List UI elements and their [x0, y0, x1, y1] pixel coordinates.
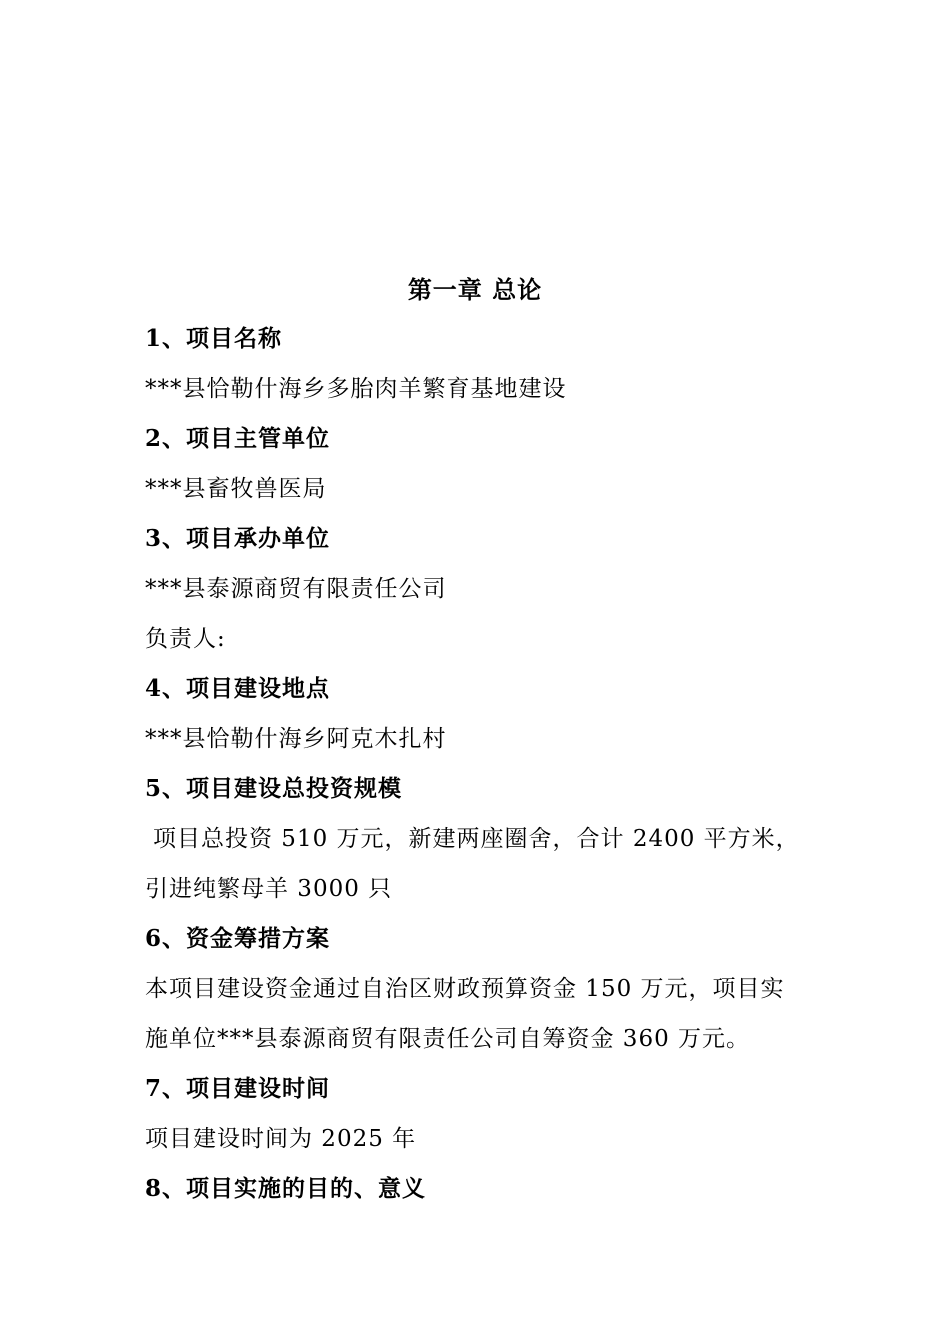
section-heading-construction-site: 4、项目建设地点	[145, 675, 331, 702]
undertaking-unit-text: ***县泰源商贸有限责任公司	[145, 576, 447, 602]
construction-time-text: 项目建设时间为 2025 年	[145, 1126, 417, 1152]
section-heading-construction-time: 7、项目建设时间	[145, 1075, 331, 1102]
investment-scale-text-line-1: 项目总投资 510 万元，新建两座圈舍，合计 2400 平方米，	[153, 826, 800, 852]
investment-scale-text-line-2: 引进纯繁母羊 3000 只	[145, 876, 393, 902]
section-heading-investment-scale: 5、项目建设总投资规模	[145, 775, 403, 802]
section-heading-undertaking-unit: 3、项目承办单位	[145, 525, 331, 552]
funding-plan-text-line-1: 本项目建设资金通过自治区财政预算资金 150 万元，项目实	[145, 976, 785, 1002]
section-heading-funding-plan: 6、资金筹措方案	[145, 925, 331, 952]
responsible-person-text: 负责人:	[145, 626, 226, 652]
section-heading-supervising-unit: 2、项目主管单位	[145, 425, 331, 452]
chapter-title: 第一章 总论	[407, 275, 543, 304]
section-heading-project-name: 1、项目名称	[145, 325, 283, 352]
supervising-unit-text: ***县畜牧兽医局	[145, 476, 327, 502]
project-name-text: ***县恰勒什海乡多胎肉羊繁育基地建设	[145, 376, 567, 402]
document-body	[145, 320, 815, 1220]
construction-site-text: ***县恰勒什海乡阿克木扎村	[145, 726, 447, 752]
funding-plan-text-line-2: 施单位***县泰源商贸有限责任公司自筹资金 360 万元。	[145, 1026, 751, 1052]
section-heading-purpose-significance: 8、项目实施的目的、意义	[145, 1175, 427, 1202]
